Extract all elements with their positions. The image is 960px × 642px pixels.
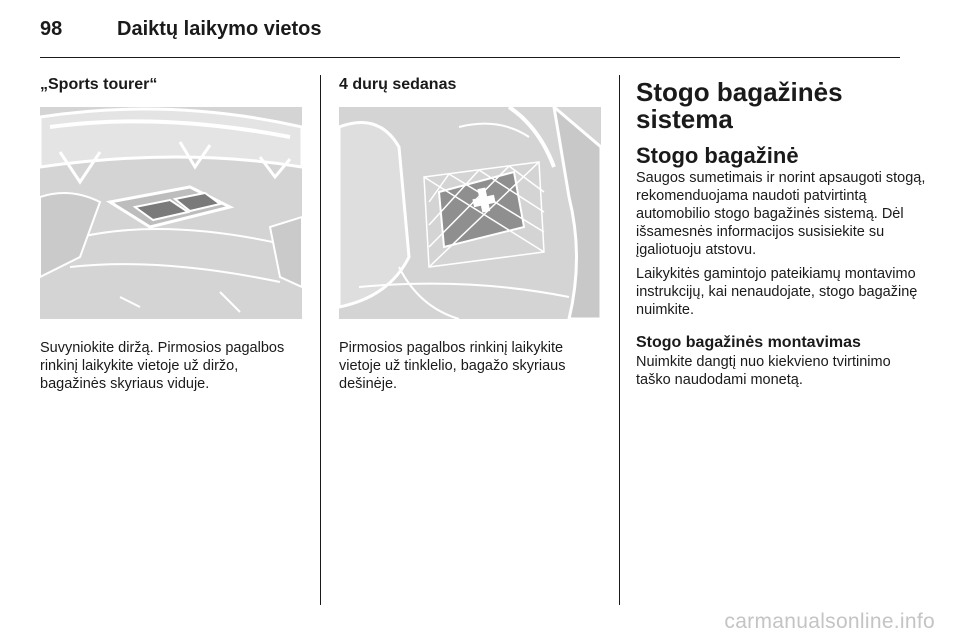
column-sedan (339, 75, 601, 393)
roof-rack-subtitle: Stogo bagažinė (636, 143, 799, 168)
header-rule (40, 57, 900, 58)
trunk-ceiling-illustration (40, 107, 302, 319)
sports-tourer-caption: Suvyniokite diržą. Pirmosios pagalbos rinkinį laikykite vietoje už diržo, bagažinės skyriaus viduje. (40, 340, 285, 392)
roof-rack-paragraph-2: Laikykitės gamintojo pateikiamų montavimo instrukcijų, kai nenaudojate, stogo bagažinę nuimkite. (636, 266, 918, 318)
column-divider-2 (619, 75, 620, 605)
chapter-title: Daiktų laikymo vietos (117, 18, 322, 40)
page-number: 98 (40, 18, 63, 40)
column-sports-tourer (40, 75, 302, 393)
sports-tourer-heading: „Sports tourer“ (40, 76, 158, 93)
roof-rack-system-title: Stogo bagažinės sistema (636, 77, 843, 134)
roof-rack-mounting-heading: Stogo bagažinės montavimas (636, 334, 861, 351)
watermark: carmanualsonline.info (724, 610, 935, 633)
column-divider-1 (320, 75, 321, 605)
column-roof-rack (636, 75, 926, 389)
roof-rack-paragraph-1: Saugos sumetimais ir norint apsaugoti stogą, rekomenduojama naudoti patvirtintą automobilio stogo bagažinės sistemą. Dėl išsamesnės informacijos susisiekite su įgaliotuoju atstovu. (636, 170, 926, 258)
sedan-heading: 4 durų sedanas (339, 76, 457, 93)
sedan-caption: Pirmosios pagalbos rinkinį laikykite vietoje už tinklelio, bagažo skyriaus dešinėje. (339, 340, 566, 392)
roof-rack-paragraph-3: Nuimkite dangtį nuo kiekvieno tvirtinimo taško naudodami monetą. (636, 354, 891, 388)
trunk-net-first-aid-illustration (339, 107, 601, 319)
